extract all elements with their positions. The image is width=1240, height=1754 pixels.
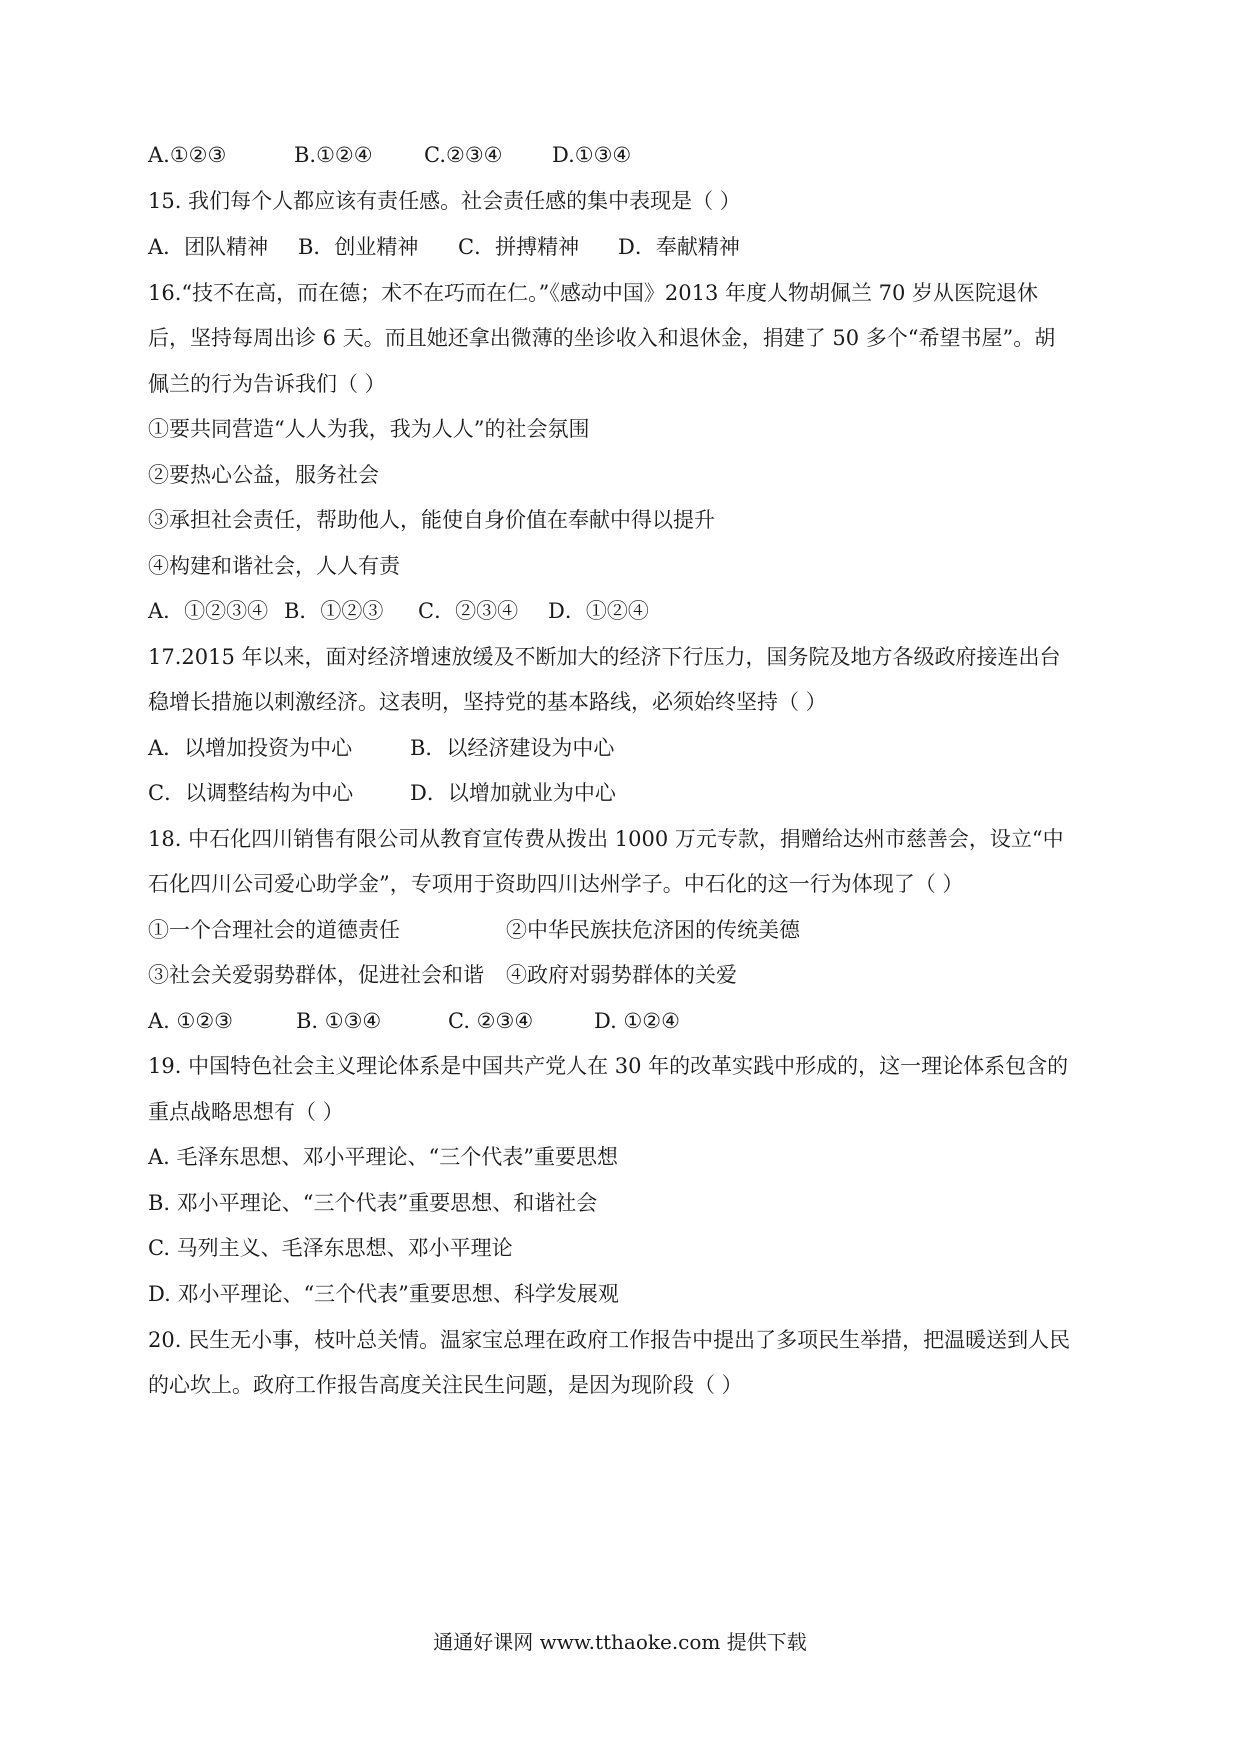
answer-option: A．①②③④ <box>148 599 269 623</box>
answer-option: B．①②③ <box>284 599 384 623</box>
answer-option: B.①②④ <box>294 143 373 167</box>
answer-option: D. ①②④ <box>594 1009 680 1033</box>
text-line: 石化四川公司爱心助学金”，专项用于资助四川达州学子。中石化的这一行为体现了（ ） <box>148 872 964 896</box>
answer-option: C．以调整结构为中心 <box>148 781 354 805</box>
text-line: 20. 民生无小事，枝叶总关情。温家宝总理在政府工作报告中提出了多项民生举措，把温暖送到人民 <box>148 1328 1071 1352</box>
text-line: 16.“技不在高，而在德；术不在巧而在仁。”《感动中国》2013 年度人物胡佩兰 70 岁从医院退休 <box>148 281 1039 305</box>
answer-option: B. ①③④ <box>296 1009 382 1033</box>
answer-option: A．团队精神 <box>148 235 269 259</box>
answer-option: ④政府对弱势群体的关爱 <box>506 963 737 987</box>
answer-option: A. ①②③ <box>148 1009 233 1033</box>
text-line: 佩兰的行为告诉我们（ ） <box>148 372 386 396</box>
text-line: 稳增长措施以刺激经济。这表明，坚持党的基本路线，必须始终坚持（ ） <box>148 690 827 714</box>
answer-option: D．以增加就业为中心 <box>410 781 616 805</box>
text-line: 19. 中国特色社会主义理论体系是中国共产党人在 30 年的改革实践中形成的，这一理论体系包含的 <box>148 1054 1069 1078</box>
text-line: ③承担社会责任，帮助他人，能使自身价值在奉献中得以提升 <box>148 508 715 532</box>
answer-option: C．拼搏精神 <box>458 235 580 259</box>
text-line: A. 毛泽东思想、邓小平理论、“三个代表”重要思想 <box>148 1145 618 1169</box>
text-line: ②要热心公益，服务社会 <box>148 463 379 487</box>
page-footer: 通通好课网 www.tthaoke.com 提供下载 <box>433 1630 807 1654</box>
answer-option: D．奉献精神 <box>618 235 740 259</box>
text-line: 17.2015 年以来，面对经济增速放缓及不断加大的经济下行压力，国务院及地方各级政府接连出台 <box>148 645 1061 669</box>
answer-option: C. ②③④ <box>448 1009 534 1033</box>
answer-option: ②中华民族扶危济困的传统美德 <box>506 918 800 942</box>
text-line: D. 邓小平理论、“三个代表”重要思想、科学发展观 <box>148 1282 619 1306</box>
answer-option: C．②③④ <box>418 599 519 623</box>
answer-option: B．以经济建设为中心 <box>410 736 615 760</box>
text-line: ④构建和谐社会，人人有责 <box>148 554 400 578</box>
answer-option: D.①③④ <box>552 143 632 167</box>
answer-option: ③社会关爱弱势群体，促进社会和谐 <box>148 963 484 987</box>
answer-option: B．创业精神 <box>298 235 419 259</box>
text-line: C. 马列主义、毛泽东思想、邓小平理论 <box>148 1236 513 1260</box>
text-line: 18. 中石化四川销售有限公司从教育宣传费从拨出 1000 万元专款，捐赠给达州市慈善会，设立“中 <box>148 827 1064 851</box>
text-line: 15. 我们每个人都应该有责任感。社会责任感的集中表现是（ ） <box>148 189 741 213</box>
answer-option: A．以增加投资为中心 <box>148 736 353 760</box>
answer-option: C.②③④ <box>424 143 503 167</box>
text-line: 的心坎上。政府工作报告高度关注民生问题，是因为现阶段（ ） <box>148 1373 743 1397</box>
answer-option: ①一个合理社会的道德责任 <box>148 918 400 942</box>
text-line: 后，坚持每周出诊 6 天。而且她还拿出微薄的坐诊收入和退休金，捐建了 50 多个“希望书屋”。胡 <box>148 326 1056 350</box>
answer-option: D．①②④ <box>548 599 649 623</box>
text-line: B. 邓小平理论、“三个代表”重要思想、和谐社会 <box>148 1191 598 1215</box>
text-line: 重点战略思想有（ ） <box>148 1100 344 1124</box>
text-line: ①要共同营造“人人为我，我为人人”的社会氛围 <box>148 417 590 441</box>
answer-option: A.①②③ <box>148 143 227 167</box>
